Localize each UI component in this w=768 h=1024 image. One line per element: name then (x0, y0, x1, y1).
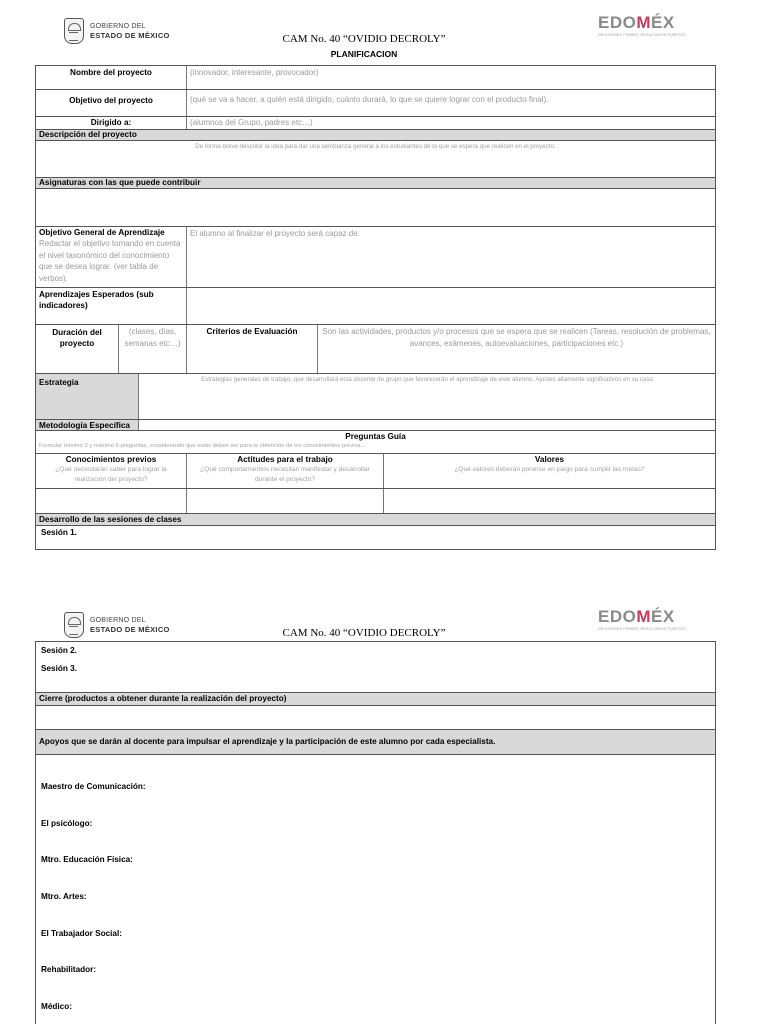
document-title: CAM No. 40 “OVIDIO DECROLY” (282, 33, 446, 45)
edomex-tagline: DECISIONES FIRMES, RESULTADOS FUERTES. (598, 627, 687, 631)
metodologia-field[interactable] (139, 420, 715, 430)
row-dirigido (36, 117, 715, 130)
actitudes-label: Actitudes para el trabajo (237, 455, 333, 464)
estrategia-label: Estrategia (36, 374, 139, 419)
specialist-educacion-fisica[interactable]: Mtro. Educación Física: (41, 855, 133, 865)
row-sesion1[interactable] (36, 526, 715, 549)
row-descripcion (36, 141, 715, 178)
objetivo-general-label: Objetivo General de Aprendizaje (39, 228, 165, 237)
aprendizajes-field[interactable] (187, 288, 715, 324)
preguntas-block (36, 431, 715, 454)
objetivo-general-hint: Redactar el objetivo tomando en cuenta el nivel taxonómico del conocimiento que se desea lograr. (ver tabla de verbos). (39, 239, 181, 283)
row-duracion (36, 325, 715, 374)
row-estrategia (36, 374, 715, 420)
gob-line1: GOBIERNO DEL (90, 23, 146, 30)
objetivo-field[interactable]: (qué se va a hacer, a quién está dirigido, cuánto durará, lo que se quiere lograr con el producto final). (190, 95, 549, 104)
duracion-hint[interactable]: (clases, días, semanas etc…) (119, 325, 187, 373)
form-page-2 (0, 600, 768, 1024)
document-subtitle: PLANIFICACION (330, 49, 398, 59)
specialist-psicologo[interactable]: El psicólogo: (41, 818, 93, 828)
document-title: CAM No. 40 “OVIDIO DECROLY” (282, 627, 446, 639)
descripcion-field[interactable]: De forma breve describir la idea para dar una semblanza general a los estudiantes de lo que se espera que realicen en el proyecto. (195, 143, 556, 150)
actitudes-field[interactable] (187, 489, 384, 513)
criterios-field[interactable]: Son las actividades, productos y/o procesos que se espera que se realicen (Tareas, resolución de problemas, avances, exámenes, autoevaluaciones, participaciones etc.) (322, 327, 711, 348)
valores-cell (384, 454, 715, 488)
criterios-label: Criterios de Evaluación (187, 325, 318, 373)
cierre-header: Cierre (productos a obtener durante la realización del proyecto) (36, 693, 715, 706)
objetivo-general-label-cell (36, 227, 187, 287)
row-metodologia (36, 420, 715, 431)
desarrollo-header: Desarrollo de las sesiones de clases (36, 514, 715, 526)
duracion-label: Duración del proyecto (36, 325, 119, 373)
edomex-logo: EDOMÉX DECISIONES FIRMES, RESULTADOS FUERTES. (598, 13, 687, 37)
aprendizajes-label: Aprendizajes Esperados (sub indicadores) (36, 288, 187, 324)
sesion1-label: Sesión 1. (41, 528, 77, 537)
metodologia-label: Metodología Específica (36, 420, 139, 430)
dirigido-field[interactable]: (alumnos del Grupo, padres etc…) (190, 118, 313, 127)
asignaturas-header: Asignaturas con las que puede contribuir (36, 178, 715, 189)
row-cierre (36, 706, 715, 730)
planning-form (35, 65, 716, 550)
estrategia-field[interactable]: Estrategias generales de trabajo, que desarrollará esta docente de grupo que favorecerán el aprendizaje de este alumno. Ajustes altamente significativos en su caso (201, 376, 653, 383)
edomex-tagline: DECISIONES FIRMES, RESULTADOS FUERTES. (598, 33, 687, 37)
cierre-field[interactable] (36, 706, 715, 729)
row-aprendizajes (36, 288, 715, 325)
preguntas-hint: Formular mínimo 3 y máximo 6 preguntas, considerando que estás deben ser para la obtención de los conocimientos previos… (39, 443, 367, 449)
conocimientos-label: Conocimientos previos (65, 455, 157, 464)
specialist-trabajador-social[interactable]: El Trabajador Social: (41, 928, 122, 938)
gob-line1: GOBIERNO DEL (90, 617, 146, 624)
specialist-medico[interactable]: Médico: (41, 1002, 72, 1012)
valores-field[interactable] (384, 489, 715, 513)
row-objetivo (36, 90, 715, 117)
valores-label: Valores (534, 455, 565, 464)
row-sesiones[interactable] (36, 642, 715, 693)
conocimientos-hint: ¿Qué necesitarán saber para lograr la realización del proyecto? (55, 466, 167, 483)
objetivo-general-field[interactable]: El alumno al finalizar el proyecto será capaz de: (190, 229, 360, 238)
sesion2-label: Sesión 2. (41, 646, 77, 655)
row-preguntas-answers (36, 489, 715, 514)
row-asignaturas (36, 189, 715, 227)
objetivo-label: Objetivo del proyecto (36, 90, 187, 116)
gob-line2: ESTADO DE MÉXICO (90, 31, 170, 40)
conocimientos-cell (36, 454, 187, 488)
row-objetivo-general (36, 227, 715, 288)
row-preguntas-cols (36, 454, 715, 489)
support-form (35, 641, 716, 1024)
row-nombre (36, 66, 715, 90)
specialist-rehabilitador[interactable]: Rehabilitador: (41, 965, 97, 975)
valores-hint: ¿Qué valores deberán ponerse en juego para cumplir las metas? (454, 466, 645, 473)
actitudes-cell (187, 454, 384, 488)
apoyos-header: Apoyos que se darán al docente para impulsar el aprendizaje y la participación de este alumno por cada especialista. (36, 730, 715, 755)
dirigido-label: Dirigido a: (36, 117, 187, 129)
descripcion-header: Descripción del proyecto (36, 130, 715, 141)
specialist-artes[interactable]: Mtro. Artes: (41, 892, 87, 902)
nombre-field[interactable]: (innovador, interesante, provocador) (190, 68, 319, 77)
edomex-logo: EDOMÉX DECISIONES FIRMES, RESULTADOS FUERTES. (598, 607, 687, 631)
gob-line2: ESTADO DE MÉXICO (90, 625, 170, 634)
asignaturas-field[interactable] (36, 189, 715, 226)
specialist-comunicacion[interactable]: Maestro de Comunicación: (41, 781, 146, 791)
conocimientos-field[interactable] (36, 489, 187, 513)
actitudes-hint: ¿Qué comportamientos necesitan manifestar y desarrollar durante el proyecto? (200, 466, 370, 483)
sesion3-label: Sesión 3. (41, 664, 77, 673)
preguntas-header: Preguntas Guía (345, 432, 406, 441)
specialists-list (36, 755, 715, 1024)
nombre-label: Nombre del proyecto (36, 66, 187, 89)
